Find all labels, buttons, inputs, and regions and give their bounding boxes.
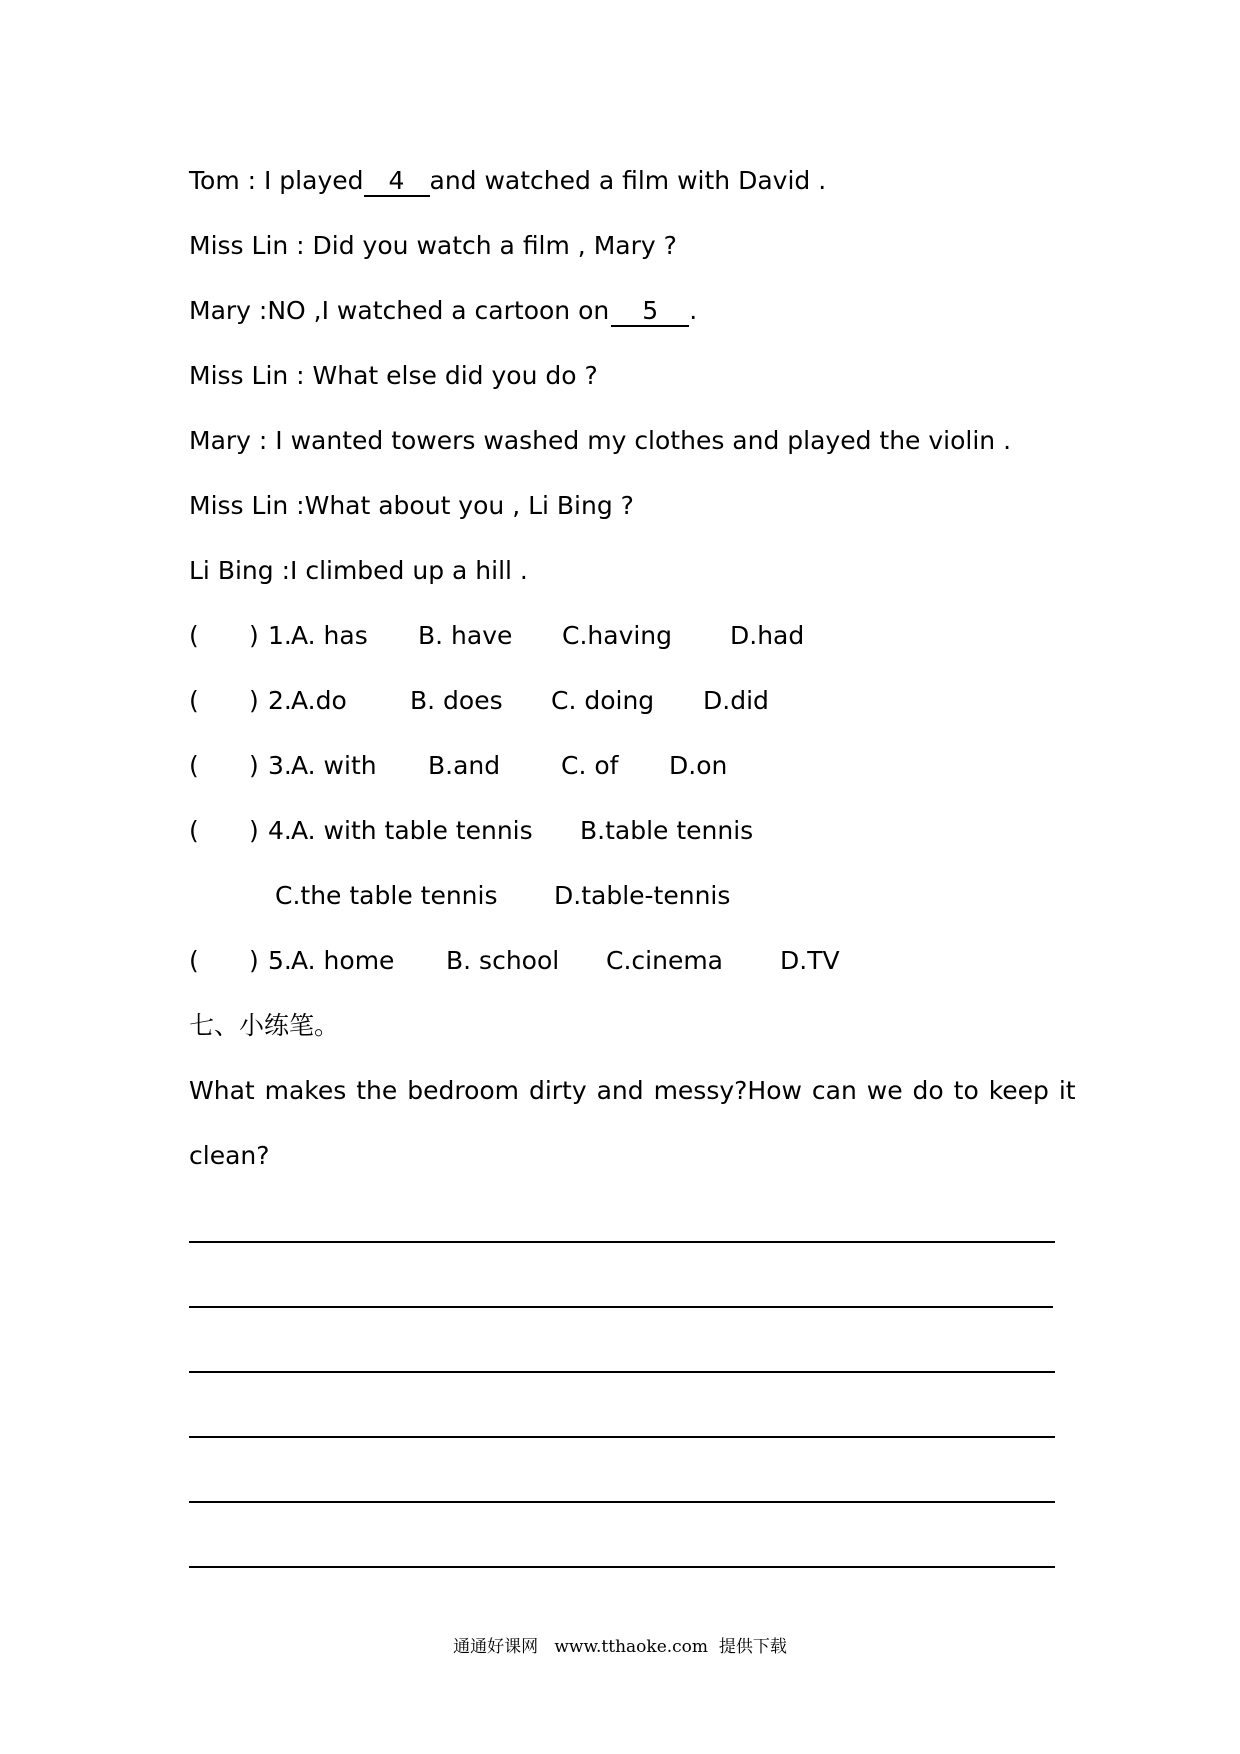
dialogue-text: . [689,296,698,325]
option-d: D.table-tennis [554,881,731,910]
dialogue-miss-lin-2: Miss Lin : What else did you do ? [189,361,598,390]
paren-close: ) [249,686,259,715]
dialogue-miss-lin-3: Miss Lin :What about you , Li Bing ? [189,491,634,520]
paren-close: ) [249,816,259,845]
paren-open: ( [189,621,199,650]
section-7-title: 七、小练笔。 [189,1011,340,1040]
section-7-prompt-line-1: What makes the bedroom dirty and messy?How can we do to keep it [189,1076,1076,1105]
question-number: 1. [268,621,292,650]
writing-line-1[interactable] [189,1241,1055,1243]
writing-line-3[interactable] [189,1371,1055,1373]
paren-open: ( [189,751,199,780]
answer-blank-5: 5 [611,297,689,327]
dialogue-miss-lin-1: Miss Lin : Did you watch a film , Mary ? [189,231,677,260]
option-a: A. with table tennis [291,816,533,845]
option-a: A. has [291,621,368,650]
option-c: C.having [562,621,673,650]
footer-credit: 通通好课网 www.tthaoke.com 提供下载 [453,1637,787,1657]
writing-line-4[interactable] [189,1436,1055,1438]
dialogue-text: Mary :NO ,I watched a cartoon on [189,296,610,325]
paren-close: ) [249,621,259,650]
question-number: 4. [268,816,292,845]
option-c: C. doing [551,686,655,715]
writing-line-2[interactable] [189,1306,1053,1308]
dialogue-mary-2: Mary : I wanted towers washed my clothes and played the violin . [189,426,1012,455]
option-a: A. with [291,751,377,780]
option-a: A.do [291,686,347,715]
paren-open: ( [189,686,199,715]
paren-close: ) [249,946,259,975]
option-b: B. school [446,946,560,975]
paren-open: ( [189,946,199,975]
option-d: D.TV [780,946,840,975]
option-b: B. have [418,621,513,650]
option-d: D.did [703,686,769,715]
option-c: C. of [561,751,619,780]
question-number: 2. [268,686,292,715]
dialogue-text: Tom : I played [189,166,364,195]
option-b: B. does [410,686,503,715]
option-c: C.the table tennis [275,881,498,910]
option-c: C.cinema [606,946,723,975]
option-d: D.on [669,751,728,780]
paren-open: ( [189,816,199,845]
dialogue-tom [189,166,826,197]
writing-line-5[interactable] [189,1501,1055,1503]
answer-blank-4: 4 [364,167,430,197]
option-a: A. home [291,946,395,975]
section-7-prompt-line-2: clean? [189,1141,270,1170]
paren-close: ) [249,751,259,780]
option-d: D.had [730,621,805,650]
dialogue-text: and watched a film with David . [429,166,827,195]
dialogue-mary-1 [189,296,697,327]
option-b: B.table tennis [580,816,754,845]
writing-line-6[interactable] [189,1566,1055,1568]
option-b: B.and [428,751,501,780]
question-number: 3. [268,751,292,780]
question-number: 5. [268,946,292,975]
dialogue-li-bing: Li Bing :I climbed up a hill . [189,556,528,585]
